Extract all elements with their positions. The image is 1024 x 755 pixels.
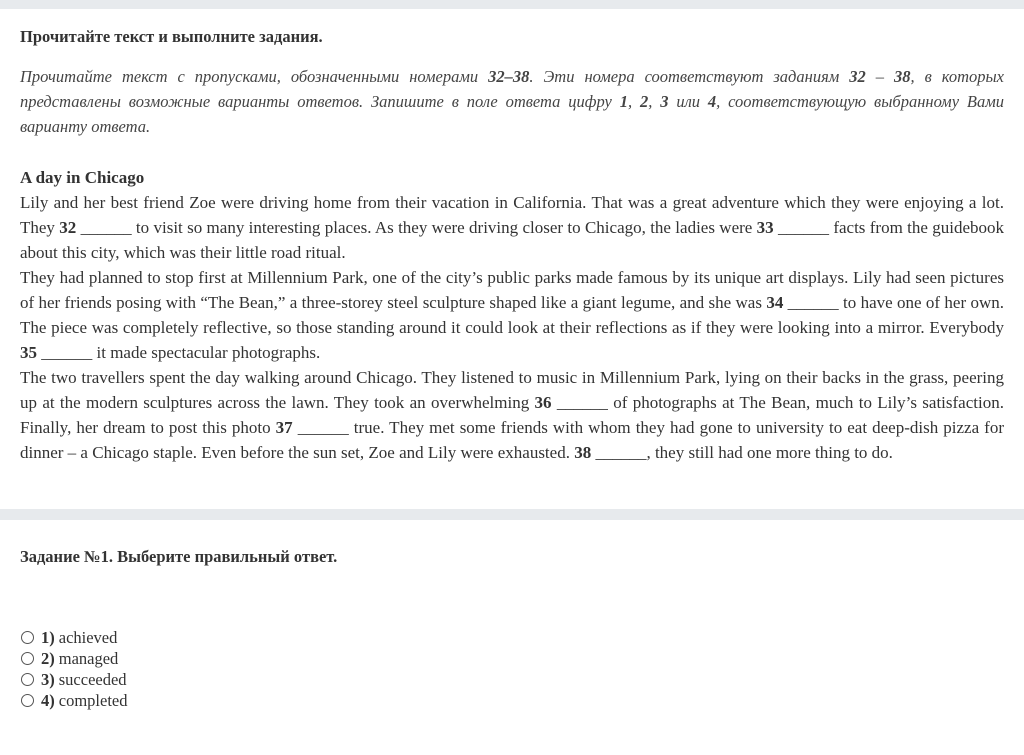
radio-button[interactable] bbox=[21, 652, 34, 665]
section-divider bbox=[0, 509, 1024, 520]
reading-section bbox=[0, 9, 1024, 509]
gap-number-38: 38 bbox=[574, 443, 592, 462]
instruction-part: – bbox=[865, 67, 894, 86]
instruction-digit: 3 bbox=[660, 92, 669, 111]
instruction-number: 32 bbox=[849, 67, 866, 86]
story-text-fragment: ______ true. They met some friends with whom they had gone to university to eat deep-dish pizza for dinner – a Chicago staple. Even before the sun set, Zoe and Lily were exhausted. bbox=[20, 418, 1004, 462]
radio-button[interactable] bbox=[21, 673, 34, 686]
instruction-range: 32–38 bbox=[488, 67, 530, 86]
instruction-part: или bbox=[668, 92, 708, 111]
gap-number-32: 32 bbox=[59, 218, 77, 237]
option-label: managed bbox=[58, 648, 119, 668]
answer-option-2[interactable] bbox=[20, 648, 1004, 669]
instruction-digit: 1 bbox=[619, 92, 628, 111]
instruction-number: 38 bbox=[894, 67, 911, 86]
story-text bbox=[20, 190, 1004, 465]
option-label: succeeded bbox=[58, 669, 127, 689]
radio-button[interactable] bbox=[21, 694, 34, 707]
story-text-fragment: ______ to visit so many interesting places. As they were driving closer to Chicago, the ladies were bbox=[76, 218, 757, 237]
instruction-digit: 4 bbox=[707, 92, 717, 111]
story-text-fragment: ______ to have one of her own. The piece was completely reflective, so those standing around it could look at their reflections as if they were looking into a mirror. Everybody bbox=[20, 293, 1004, 337]
answer-option-1[interactable] bbox=[20, 627, 1004, 648]
instruction-part: , соответствующую выбранному Вами варианту ответа. bbox=[20, 92, 1005, 136]
instruction-digit: 2 bbox=[639, 92, 649, 111]
story-title: A day in Chicago bbox=[20, 168, 145, 187]
story-paragraph-2 bbox=[20, 265, 1004, 365]
question-title: Задание №1. Выберите правильный ответ. bbox=[20, 547, 338, 566]
instruction-part: . Эти номера соответствуют заданиям bbox=[529, 67, 850, 86]
task-title: Прочитайте текст и выполните задания. bbox=[20, 27, 323, 46]
top-divider bbox=[0, 0, 1024, 9]
answer-option-3[interactable] bbox=[20, 669, 1004, 690]
option-label: achieved bbox=[58, 627, 118, 647]
gap-number-34: 34 bbox=[766, 293, 784, 312]
gap-number-33: 33 bbox=[756, 218, 774, 237]
story-paragraph-1 bbox=[20, 190, 1004, 265]
story-text-fragment: Lily and her best friend Zoe were driving home from their vacation in California. That was a great adventure which they were enjoying a lot. They bbox=[20, 193, 1004, 237]
answer-options bbox=[20, 627, 1004, 711]
option-number: 4) bbox=[41, 690, 55, 710]
option-number: 2) bbox=[41, 648, 55, 668]
instruction-part: , в которых представлены возможные варианты ответов. Запишите в поле ответа цифру bbox=[20, 67, 1005, 111]
story-text-fragment: ______ it made spectacular photographs. bbox=[37, 343, 321, 362]
gap-number-35: 35 bbox=[20, 343, 37, 362]
story-text-fragment: ______, they still had one more thing to do. bbox=[591, 443, 893, 462]
story-text-fragment: The two travellers spent the day walking around Chicago. They listened to music in Millennium Park, lying on their backs in the grass, peering up at the modern sculptures across the lawn. They took an overwhelming bbox=[20, 368, 1004, 412]
story-paragraph-3 bbox=[20, 365, 1004, 465]
instruction-part: Прочитайте текст с пропусками, обозначенными номерами bbox=[20, 67, 489, 86]
option-number: 1) bbox=[41, 627, 55, 647]
instruction-text bbox=[20, 64, 1004, 139]
gap-number-36: 36 bbox=[534, 393, 552, 412]
radio-button[interactable] bbox=[21, 631, 34, 644]
instruction-part: , bbox=[627, 92, 640, 111]
question-section bbox=[0, 547, 1024, 711]
option-number: 3) bbox=[41, 669, 55, 689]
story-text-fragment: ______ of photographs at The Bean, much to Lily’s satisfaction. Finally, her dream to post this photo bbox=[20, 393, 1004, 437]
gap-number-37: 37 bbox=[275, 418, 293, 437]
option-label: completed bbox=[58, 690, 128, 710]
story-text-fragment: They had planned to stop first at Millennium Park, one of the city’s public parks made famous by its unique art displays. Lily had seen pictures of her friends posing with “The Bean,” a three-storey steel sculpture shaped like a giant legume, and she was bbox=[20, 268, 1004, 312]
story-text-fragment: ______ facts from the guidebook about this city, which was their little road ritual. bbox=[20, 218, 1004, 262]
answer-option-4[interactable] bbox=[20, 690, 1004, 711]
instruction-part: , bbox=[648, 92, 661, 111]
